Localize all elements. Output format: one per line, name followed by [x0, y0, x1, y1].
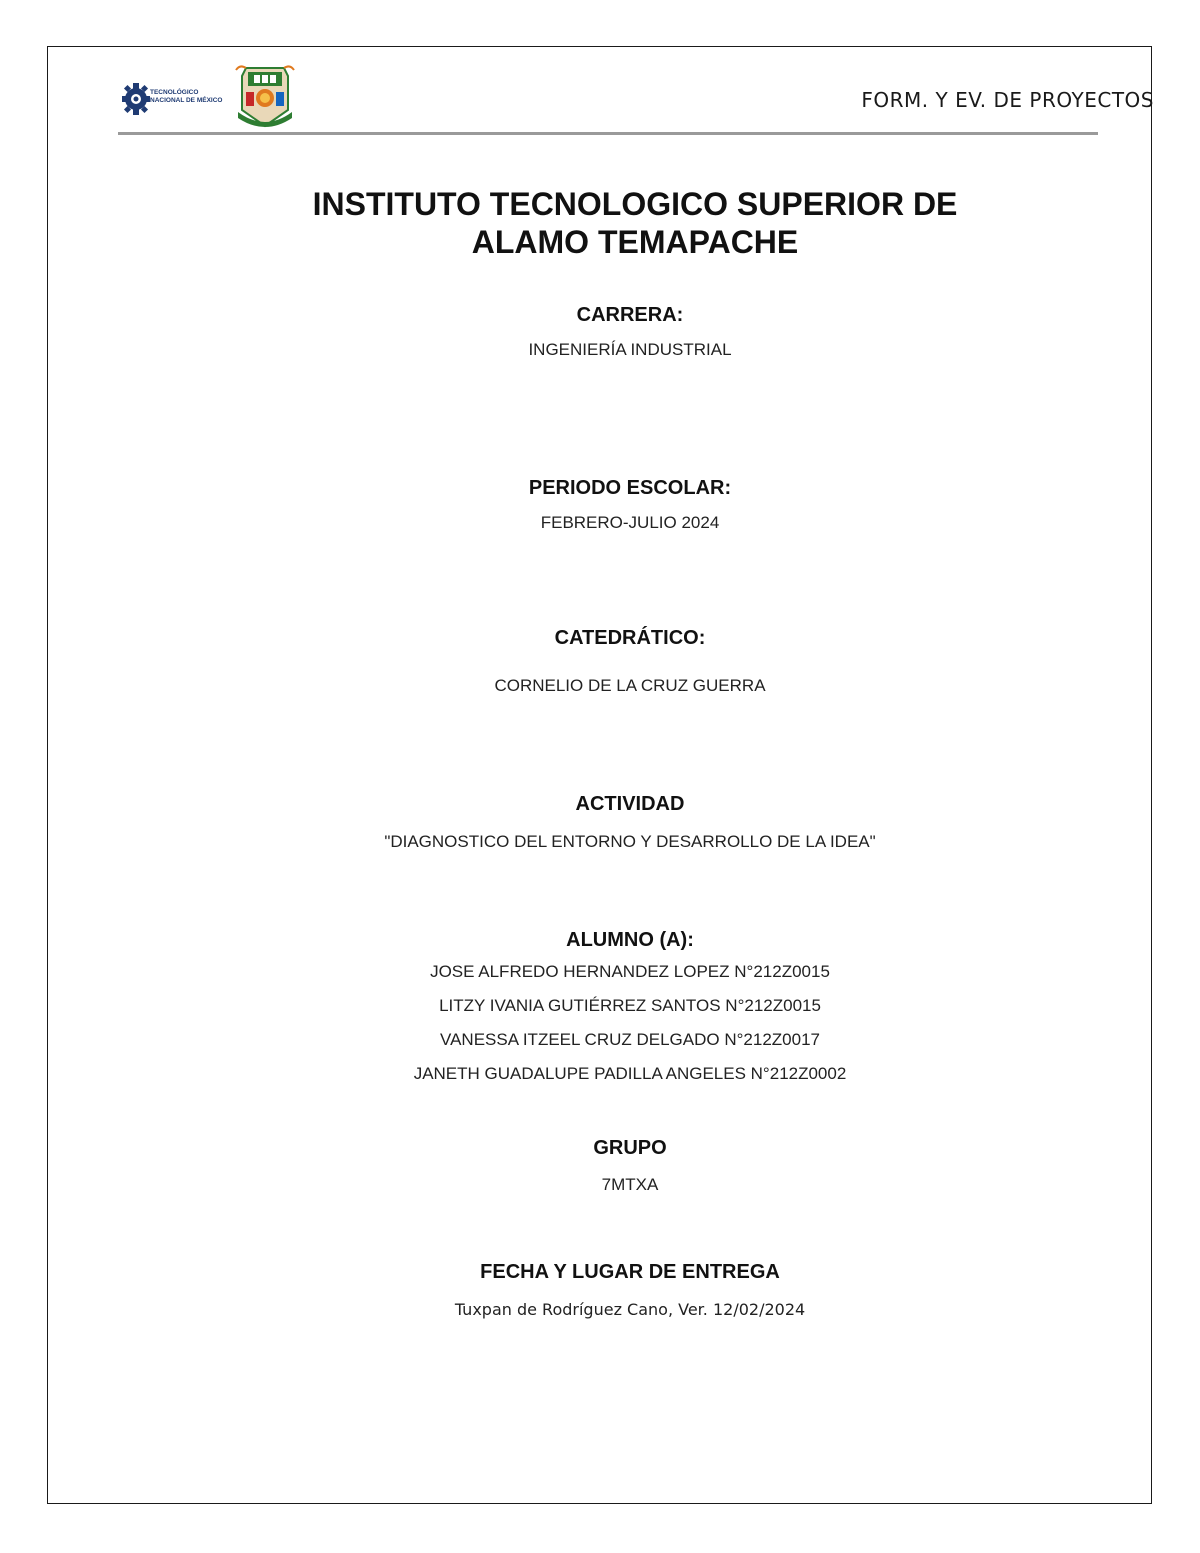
document-header [118, 60, 1154, 136]
fecha-label: FECHA Y LUGAR DE ENTREGA [480, 1261, 780, 1283]
alumnos-label: ALUMNO (A): [566, 929, 694, 951]
fecha-value: Tuxpan de Rodríguez Cano, Ver. 12/02/2024 [454, 1300, 806, 1319]
grupo-label: GRUPO [593, 1137, 667, 1159]
actividad-value: "DIAGNOSTICO DEL ENTORNO Y DESARROLLO DE LA IDEA" [384, 832, 876, 851]
periodo-value: FEBRERO-JULIO 2024 [540, 513, 720, 532]
grupo-value: 7MTXA [601, 1175, 659, 1194]
grupo-section [60, 1136, 1200, 1196]
actividad-section [60, 792, 1200, 853]
carrera-section [60, 303, 1200, 361]
student-item: JANETH GUADALUPE PADILLA ANGELES N°212Z0002 [413, 1064, 847, 1083]
course-title: FORM. Y EV. DE PROYECTOS [861, 88, 1154, 112]
institution-line-1: INSTITUTO TECNOLOGICO SUPERIOR DE [312, 186, 958, 222]
periodo-section [60, 476, 1200, 534]
catedratico-label: CATEDRÁTICO: [554, 627, 706, 649]
institution-title [280, 185, 990, 261]
catedratico-section [60, 626, 1200, 697]
student-list [60, 955, 1200, 1091]
itsat-shield-logo [234, 62, 296, 130]
institution-line-2: ALAMO TEMAPACHE [471, 224, 799, 260]
alumnos-section [60, 928, 1200, 1091]
tecnm-logo [122, 76, 234, 122]
carrera-label: CARRERA: [576, 304, 684, 326]
periodo-label: PERIODO ESCOLAR: [528, 477, 732, 499]
actividad-label: ACTIVIDAD [575, 793, 685, 815]
student-item: VANESSA ITZEEL CRUZ DELGADO N°212Z0017 [440, 1030, 820, 1049]
carrera-value: INGENIERÍA INDUSTRIAL [528, 340, 732, 359]
tecnm-logo-line-1: TECNOLÓGICO [150, 89, 199, 96]
tecnm-logo-text [150, 89, 222, 105]
catedratico-value: CORNELIO DE LA CRUZ GUERRA [494, 676, 766, 695]
tecnm-gear-icon [122, 76, 150, 122]
tecnm-logo-line-2: NACIONAL DE MÉXICO [150, 97, 223, 104]
header-divider [118, 132, 1098, 135]
student-item: LITZY IVANIA GUTIÉRREZ SANTOS N°212Z0015 [439, 996, 821, 1015]
student-item: JOSE ALFREDO HERNANDEZ LOPEZ N°212Z0015 [430, 962, 830, 981]
fecha-section [60, 1260, 1200, 1319]
